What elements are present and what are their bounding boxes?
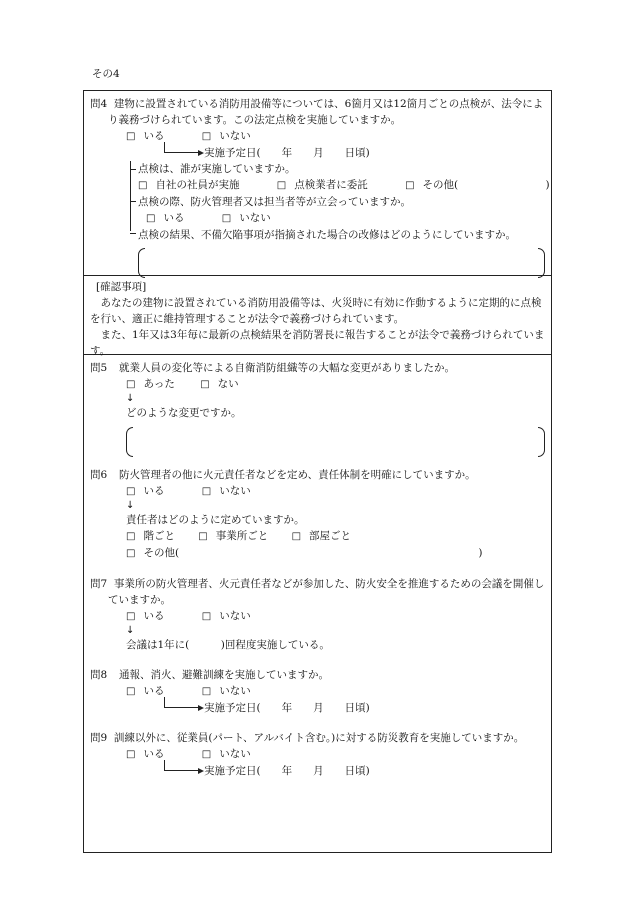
question-4-text: 問4 建物に設置されている消防用設備等については、6箇月又は12箇月ごとの点検が、法令により義務づけられています。この法定点検を実施していますか。 (90, 98, 544, 126)
question-8-schedule (90, 700, 545, 716)
question-4-section (84, 91, 551, 276)
question-9-schedule (90, 763, 545, 779)
question-8: 問8 通報、消火、避難訓練を実施していますか。 (90, 669, 329, 681)
checkbox-q8-yes[interactable]: □ (126, 686, 136, 697)
checkbox-q9-yes[interactable]: □ (126, 749, 136, 760)
schedule-date-field[interactable]: 実施予定日( 年 月 日頃) (204, 702, 370, 714)
question-4-sub3: 点検の結果、不備欠陥事項が指摘された場合の改修はどのようにしていますか。 (138, 229, 516, 241)
question-6-options: □ いる □ いない (126, 485, 251, 497)
checkbox-q6-other[interactable]: □ (126, 548, 136, 559)
arrow-right-icon (164, 760, 199, 771)
branch-arrow-icon (130, 233, 136, 234)
arrow-right-icon (164, 142, 199, 153)
question-6-other: □ その他( ) (126, 547, 483, 559)
question-9: 問9 訓練以外に、従業員(パート、アルバイト含む。)に対する防災教育を実施していますか。 (90, 732, 525, 744)
checkbox-q5-no[interactable]: □ (200, 379, 210, 390)
checkbox-per-office[interactable]: □ (198, 531, 208, 542)
arrow-down-icon: ↓ (126, 393, 135, 404)
arrow-down-icon: ↓ (126, 625, 135, 636)
confirmation-paragraph-2: また、1年又は3年毎に最新の点検結果を消防署長に報告することが法令で義務づけられています。 (90, 329, 545, 357)
answer-box-q5[interactable] (126, 427, 545, 457)
schedule-date-field[interactable]: 実施予定日( 年 月 日頃) (204, 765, 370, 777)
question-5-options: □ あった □ ない (126, 378, 239, 390)
question-5: 問5 就業人員の変化等による自衛消防組織等の大幅な変更がありましたか。 (90, 362, 455, 374)
checkbox-q7-yes[interactable]: □ (126, 611, 136, 622)
checkbox-q4-yes[interactable]: □ (126, 131, 136, 142)
checkbox-other[interactable]: □ (405, 180, 415, 191)
questions-5-9-section (84, 355, 551, 852)
confirmation-title: [確認事項] (96, 281, 147, 293)
checkbox-q6-yes[interactable]: □ (126, 486, 136, 497)
branch-line (130, 161, 131, 231)
checkbox-witness-yes[interactable]: □ (146, 213, 156, 224)
arrow-down-icon: ↓ (126, 500, 135, 511)
question-6-scope-options: □ 階ごと □ 事業所ごと □ 部屋ごと (126, 530, 352, 542)
branch-arrow-icon (130, 201, 136, 202)
question-4-options (90, 128, 545, 145)
question-7-sub: 会議は1年に( )回程度実施している。 (126, 639, 330, 651)
checkbox-per-room[interactable]: □ (291, 531, 302, 542)
question-6: 問6 防火管理者の他に火元責任者などを定め、責任体制を明確にしていますか。 (90, 469, 476, 481)
confirmation-section (84, 276, 551, 355)
question-8-options: □ いる □ いない (126, 685, 251, 697)
checkbox-q9-no[interactable]: □ (201, 749, 212, 760)
checkbox-contractor[interactable]: □ (276, 180, 287, 191)
checkbox-q4-no[interactable]: □ (201, 131, 212, 142)
checkbox-q5-yes[interactable]: □ (126, 379, 136, 390)
question-4-schedule (90, 145, 545, 161)
arrow-right-icon (164, 697, 199, 708)
question-4-sub1-options: □ 自社の社員が実施 □ 点検業者に委託 □ その他( ) (138, 179, 550, 191)
right-bracket (538, 248, 545, 278)
answer-box-q4[interactable] (138, 248, 545, 278)
checkbox-q8-no[interactable]: □ (201, 686, 212, 697)
option-label: いない (219, 130, 251, 142)
checkbox-per-floor[interactable]: □ (126, 531, 136, 542)
question-4-number: 問4 (90, 98, 108, 110)
right-bracket (538, 427, 545, 457)
checkbox-witness-no[interactable]: □ (221, 213, 232, 224)
checkbox-q7-no[interactable]: □ (201, 611, 212, 622)
checkbox-in-house[interactable]: □ (138, 180, 148, 191)
questionnaire-form (83, 90, 552, 853)
checkbox-q6-no[interactable]: □ (201, 486, 212, 497)
branch-arrow-icon (130, 169, 136, 170)
question-4-sub1: 点検は、誰が実施していますか。 (138, 163, 296, 175)
question-7: 問7 事業所の防火管理者、火元責任者などが参加した、防火安全を推進するための会議を開催していますか。 (90, 578, 545, 606)
schedule-date-field[interactable]: 実施予定日( 年 月 日頃) (204, 147, 370, 159)
page-label: その4 (92, 68, 120, 80)
left-bracket (126, 427, 133, 457)
question-6-sub: 責任者はどのように定めていますか。 (126, 514, 305, 526)
question-4-sub2-options: □ いる □ いない (146, 212, 271, 224)
question-4-branches (90, 161, 550, 278)
confirmation-paragraph-1: あなたの建物に設置されている消防用設備等は、火災時に有効に作動するように定期的に点検を行い、適正に維持管理することが法令で義務づけられています。 (90, 297, 542, 325)
left-bracket (138, 248, 145, 278)
question-5-sub: どのような変更ですか。 (126, 407, 242, 419)
question-4-sub2: 点検の際、防火管理者又は担当者等が立会っていますか。 (138, 196, 411, 208)
question-7-options: □ いる □ いない (126, 610, 251, 622)
question-9-options: □ いる □ いない (126, 748, 251, 760)
option-label: いる (143, 130, 165, 142)
